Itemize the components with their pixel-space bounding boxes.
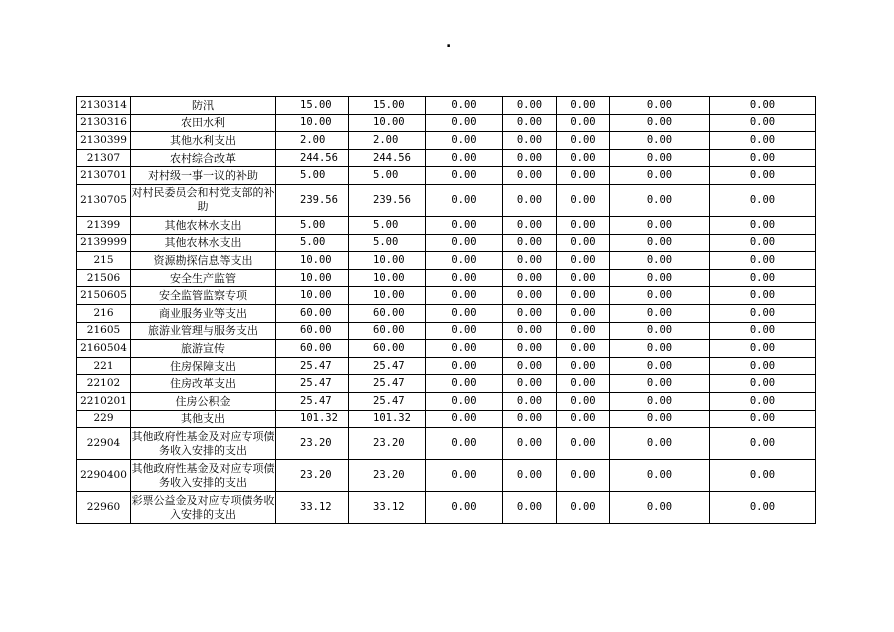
value-cell-6: 0.00 xyxy=(610,114,710,132)
value-cell-2: 25.47 xyxy=(349,357,426,375)
value-cell-6: 0.00 xyxy=(610,167,710,185)
value-cell-6: 0.00 xyxy=(610,269,710,287)
table-row xyxy=(77,167,816,185)
value-cell-3: 0.00 xyxy=(426,375,503,393)
value-cell-4: 0.00 xyxy=(503,460,557,492)
name-cell: 其他政府性基金及对应专项债务收入安排的支出 xyxy=(131,428,276,460)
value-cell-6: 0.00 xyxy=(610,132,710,150)
value-cell-7: 0.00 xyxy=(710,492,816,524)
value-cell-7: 0.00 xyxy=(710,252,816,270)
value-cell-2: 60.00 xyxy=(349,340,426,358)
value-cell-6: 0.00 xyxy=(610,410,710,428)
value-cell-4: 0.00 xyxy=(503,216,557,234)
table-row xyxy=(77,216,816,234)
code-cell: 2139999 xyxy=(77,234,131,252)
value-cell-6: 0.00 xyxy=(610,216,710,234)
value-cell-6: 0.00 xyxy=(610,287,710,305)
value-cell-1: 25.47 xyxy=(276,357,349,375)
value-cell-1: 60.00 xyxy=(276,304,349,322)
code-cell: 2130314 xyxy=(77,97,131,115)
value-cell-4: 0.00 xyxy=(503,252,557,270)
table-row xyxy=(77,340,816,358)
value-cell-5: 0.00 xyxy=(557,269,610,287)
name-cell: 住房保障支出 xyxy=(131,357,276,375)
value-cell-2: 5.00 xyxy=(349,167,426,185)
value-cell-4: 0.00 xyxy=(503,184,557,216)
name-cell: 住房公积金 xyxy=(131,392,276,410)
value-cell-4: 0.00 xyxy=(503,410,557,428)
name-cell: 旅游宣传 xyxy=(131,340,276,358)
table-row xyxy=(77,184,816,216)
value-cell-7: 0.00 xyxy=(710,149,816,167)
value-cell-3: 0.00 xyxy=(426,287,503,305)
value-cell-4: 0.00 xyxy=(503,304,557,322)
value-cell-4: 0.00 xyxy=(503,269,557,287)
value-cell-5: 0.00 xyxy=(557,234,610,252)
value-cell-5: 0.00 xyxy=(557,149,610,167)
value-cell-3: 0.00 xyxy=(426,184,503,216)
value-cell-7: 0.00 xyxy=(710,216,816,234)
value-cell-4: 0.00 xyxy=(503,375,557,393)
value-cell-4: 0.00 xyxy=(503,492,557,524)
value-cell-3: 0.00 xyxy=(426,340,503,358)
budget-table xyxy=(76,96,816,524)
code-cell: 2150605 xyxy=(77,287,131,305)
value-cell-2: 239.56 xyxy=(349,184,426,216)
name-cell: 住房改革支出 xyxy=(131,375,276,393)
value-cell-1: 33.12 xyxy=(276,492,349,524)
value-cell-7: 0.00 xyxy=(710,340,816,358)
name-cell: 其他支出 xyxy=(131,410,276,428)
value-cell-1: 23.20 xyxy=(276,460,349,492)
value-cell-2: 244.56 xyxy=(349,149,426,167)
value-cell-4: 0.00 xyxy=(503,114,557,132)
name-cell: 其他水利支出 xyxy=(131,132,276,150)
code-cell: 229 xyxy=(77,410,131,428)
header-mark: . xyxy=(446,35,452,51)
value-cell-2: 15.00 xyxy=(349,97,426,115)
value-cell-3: 0.00 xyxy=(426,252,503,270)
value-cell-6: 0.00 xyxy=(610,322,710,340)
value-cell-6: 0.00 xyxy=(610,460,710,492)
value-cell-2: 60.00 xyxy=(349,322,426,340)
value-cell-5: 0.00 xyxy=(557,375,610,393)
table-row xyxy=(77,149,816,167)
value-cell-3: 0.00 xyxy=(426,216,503,234)
name-cell: 彩票公益金及对应专项债务收入安排的支出 xyxy=(131,492,276,524)
value-cell-5: 0.00 xyxy=(557,252,610,270)
value-cell-5: 0.00 xyxy=(557,340,610,358)
value-cell-6: 0.00 xyxy=(610,234,710,252)
value-cell-1: 2.00 xyxy=(276,132,349,150)
value-cell-3: 0.00 xyxy=(426,392,503,410)
value-cell-7: 0.00 xyxy=(710,234,816,252)
code-cell: 21605 xyxy=(77,322,131,340)
value-cell-2: 10.00 xyxy=(349,269,426,287)
value-cell-5: 0.00 xyxy=(557,304,610,322)
value-cell-1: 60.00 xyxy=(276,322,349,340)
value-cell-3: 0.00 xyxy=(426,460,503,492)
code-cell: 2160504 xyxy=(77,340,131,358)
value-cell-1: 5.00 xyxy=(276,234,349,252)
value-cell-6: 0.00 xyxy=(610,428,710,460)
value-cell-3: 0.00 xyxy=(426,304,503,322)
value-cell-6: 0.00 xyxy=(610,149,710,167)
value-cell-1: 5.00 xyxy=(276,167,349,185)
value-cell-1: 10.00 xyxy=(276,114,349,132)
value-cell-6: 0.00 xyxy=(610,392,710,410)
value-cell-1: 25.47 xyxy=(276,375,349,393)
value-cell-5: 0.00 xyxy=(557,410,610,428)
value-cell-4: 0.00 xyxy=(503,234,557,252)
value-cell-1: 244.56 xyxy=(276,149,349,167)
value-cell-4: 0.00 xyxy=(503,132,557,150)
value-cell-3: 0.00 xyxy=(426,132,503,150)
value-cell-2: 10.00 xyxy=(349,287,426,305)
value-cell-5: 0.00 xyxy=(557,492,610,524)
name-cell: 对村级一事一议的补助 xyxy=(131,167,276,185)
value-cell-3: 0.00 xyxy=(426,357,503,375)
value-cell-6: 0.00 xyxy=(610,375,710,393)
table-body xyxy=(77,97,816,524)
table-row xyxy=(77,375,816,393)
value-cell-5: 0.00 xyxy=(557,97,610,115)
value-cell-6: 0.00 xyxy=(610,304,710,322)
value-cell-2: 23.20 xyxy=(349,460,426,492)
value-cell-7: 0.00 xyxy=(710,114,816,132)
value-cell-5: 0.00 xyxy=(557,167,610,185)
value-cell-7: 0.00 xyxy=(710,287,816,305)
value-cell-7: 0.00 xyxy=(710,460,816,492)
value-cell-3: 0.00 xyxy=(426,428,503,460)
value-cell-2: 33.12 xyxy=(349,492,426,524)
value-cell-2: 2.00 xyxy=(349,132,426,150)
value-cell-7: 0.00 xyxy=(710,392,816,410)
value-cell-6: 0.00 xyxy=(610,340,710,358)
table-row xyxy=(77,97,816,115)
value-cell-7: 0.00 xyxy=(710,167,816,185)
table-row xyxy=(77,304,816,322)
code-cell: 2290400 xyxy=(77,460,131,492)
value-cell-5: 0.00 xyxy=(557,428,610,460)
code-cell: 2210201 xyxy=(77,392,131,410)
code-cell: 215 xyxy=(77,252,131,270)
value-cell-2: 60.00 xyxy=(349,304,426,322)
value-cell-2: 101.32 xyxy=(349,410,426,428)
value-cell-2: 10.00 xyxy=(349,114,426,132)
value-cell-3: 0.00 xyxy=(426,269,503,287)
value-cell-1: 25.47 xyxy=(276,392,349,410)
value-cell-1: 60.00 xyxy=(276,340,349,358)
value-cell-1: 239.56 xyxy=(276,184,349,216)
value-cell-6: 0.00 xyxy=(610,492,710,524)
table-row xyxy=(77,392,816,410)
value-cell-4: 0.00 xyxy=(503,287,557,305)
name-cell: 对村民委员会和村党支部的补助 xyxy=(131,184,276,216)
value-cell-4: 0.00 xyxy=(503,149,557,167)
value-cell-4: 0.00 xyxy=(503,428,557,460)
value-cell-3: 0.00 xyxy=(426,167,503,185)
value-cell-1: 10.00 xyxy=(276,269,349,287)
value-cell-7: 0.00 xyxy=(710,357,816,375)
name-cell: 其他政府性基金及对应专项债务收入安排的支出 xyxy=(131,460,276,492)
value-cell-7: 0.00 xyxy=(710,410,816,428)
value-cell-1: 15.00 xyxy=(276,97,349,115)
value-cell-3: 0.00 xyxy=(426,97,503,115)
name-cell: 其他农林水支出 xyxy=(131,216,276,234)
name-cell: 旅游业管理与服务支出 xyxy=(131,322,276,340)
value-cell-7: 0.00 xyxy=(710,269,816,287)
table-row xyxy=(77,114,816,132)
code-cell: 22904 xyxy=(77,428,131,460)
value-cell-1: 10.00 xyxy=(276,252,349,270)
name-cell: 农田水利 xyxy=(131,114,276,132)
value-cell-1: 10.00 xyxy=(276,287,349,305)
value-cell-4: 0.00 xyxy=(503,322,557,340)
code-cell: 2130705 xyxy=(77,184,131,216)
value-cell-7: 0.00 xyxy=(710,375,816,393)
name-cell: 安全监管监察专项 xyxy=(131,287,276,305)
value-cell-5: 0.00 xyxy=(557,460,610,492)
code-cell: 21307 xyxy=(77,149,131,167)
code-cell: 2130701 xyxy=(77,167,131,185)
value-cell-2: 10.00 xyxy=(349,252,426,270)
value-cell-1: 101.32 xyxy=(276,410,349,428)
table-row xyxy=(77,287,816,305)
value-cell-7: 0.00 xyxy=(710,304,816,322)
value-cell-5: 0.00 xyxy=(557,216,610,234)
code-cell: 2130316 xyxy=(77,114,131,132)
value-cell-6: 0.00 xyxy=(610,97,710,115)
value-cell-4: 0.00 xyxy=(503,97,557,115)
value-cell-5: 0.00 xyxy=(557,132,610,150)
code-cell: 221 xyxy=(77,357,131,375)
table-row xyxy=(77,428,816,460)
code-cell: 2130399 xyxy=(77,132,131,150)
table-row xyxy=(77,492,816,524)
value-cell-3: 0.00 xyxy=(426,149,503,167)
value-cell-5: 0.00 xyxy=(557,184,610,216)
name-cell: 防汛 xyxy=(131,97,276,115)
value-cell-6: 0.00 xyxy=(610,357,710,375)
table-row xyxy=(77,269,816,287)
value-cell-4: 0.00 xyxy=(503,167,557,185)
value-cell-3: 0.00 xyxy=(426,410,503,428)
value-cell-7: 0.00 xyxy=(710,184,816,216)
value-cell-3: 0.00 xyxy=(426,234,503,252)
value-cell-7: 0.00 xyxy=(710,97,816,115)
table-row xyxy=(77,410,816,428)
value-cell-5: 0.00 xyxy=(557,392,610,410)
name-cell: 农村综合改革 xyxy=(131,149,276,167)
value-cell-3: 0.00 xyxy=(426,492,503,524)
value-cell-6: 0.00 xyxy=(610,184,710,216)
value-cell-1: 23.20 xyxy=(276,428,349,460)
code-cell: 216 xyxy=(77,304,131,322)
value-cell-2: 25.47 xyxy=(349,392,426,410)
code-cell: 22102 xyxy=(77,375,131,393)
value-cell-1: 5.00 xyxy=(276,216,349,234)
table-row xyxy=(77,460,816,492)
name-cell: 资源勘探信息等支出 xyxy=(131,252,276,270)
value-cell-2: 5.00 xyxy=(349,216,426,234)
table-row xyxy=(77,132,816,150)
value-cell-6: 0.00 xyxy=(610,252,710,270)
value-cell-7: 0.00 xyxy=(710,322,816,340)
table-row xyxy=(77,357,816,375)
value-cell-2: 5.00 xyxy=(349,234,426,252)
value-cell-2: 23.20 xyxy=(349,428,426,460)
value-cell-5: 0.00 xyxy=(557,287,610,305)
value-cell-4: 0.00 xyxy=(503,357,557,375)
table-row xyxy=(77,252,816,270)
code-cell: 21399 xyxy=(77,216,131,234)
value-cell-5: 0.00 xyxy=(557,114,610,132)
value-cell-5: 0.00 xyxy=(557,357,610,375)
value-cell-5: 0.00 xyxy=(557,322,610,340)
value-cell-2: 25.47 xyxy=(349,375,426,393)
table-row xyxy=(77,322,816,340)
code-cell: 22960 xyxy=(77,492,131,524)
code-cell: 21506 xyxy=(77,269,131,287)
name-cell: 其他农林水支出 xyxy=(131,234,276,252)
value-cell-4: 0.00 xyxy=(503,392,557,410)
name-cell: 安全生产监管 xyxy=(131,269,276,287)
value-cell-4: 0.00 xyxy=(503,340,557,358)
value-cell-7: 0.00 xyxy=(710,132,816,150)
value-cell-3: 0.00 xyxy=(426,114,503,132)
table-row xyxy=(77,234,816,252)
value-cell-3: 0.00 xyxy=(426,322,503,340)
name-cell: 商业服务业等支出 xyxy=(131,304,276,322)
value-cell-7: 0.00 xyxy=(710,428,816,460)
